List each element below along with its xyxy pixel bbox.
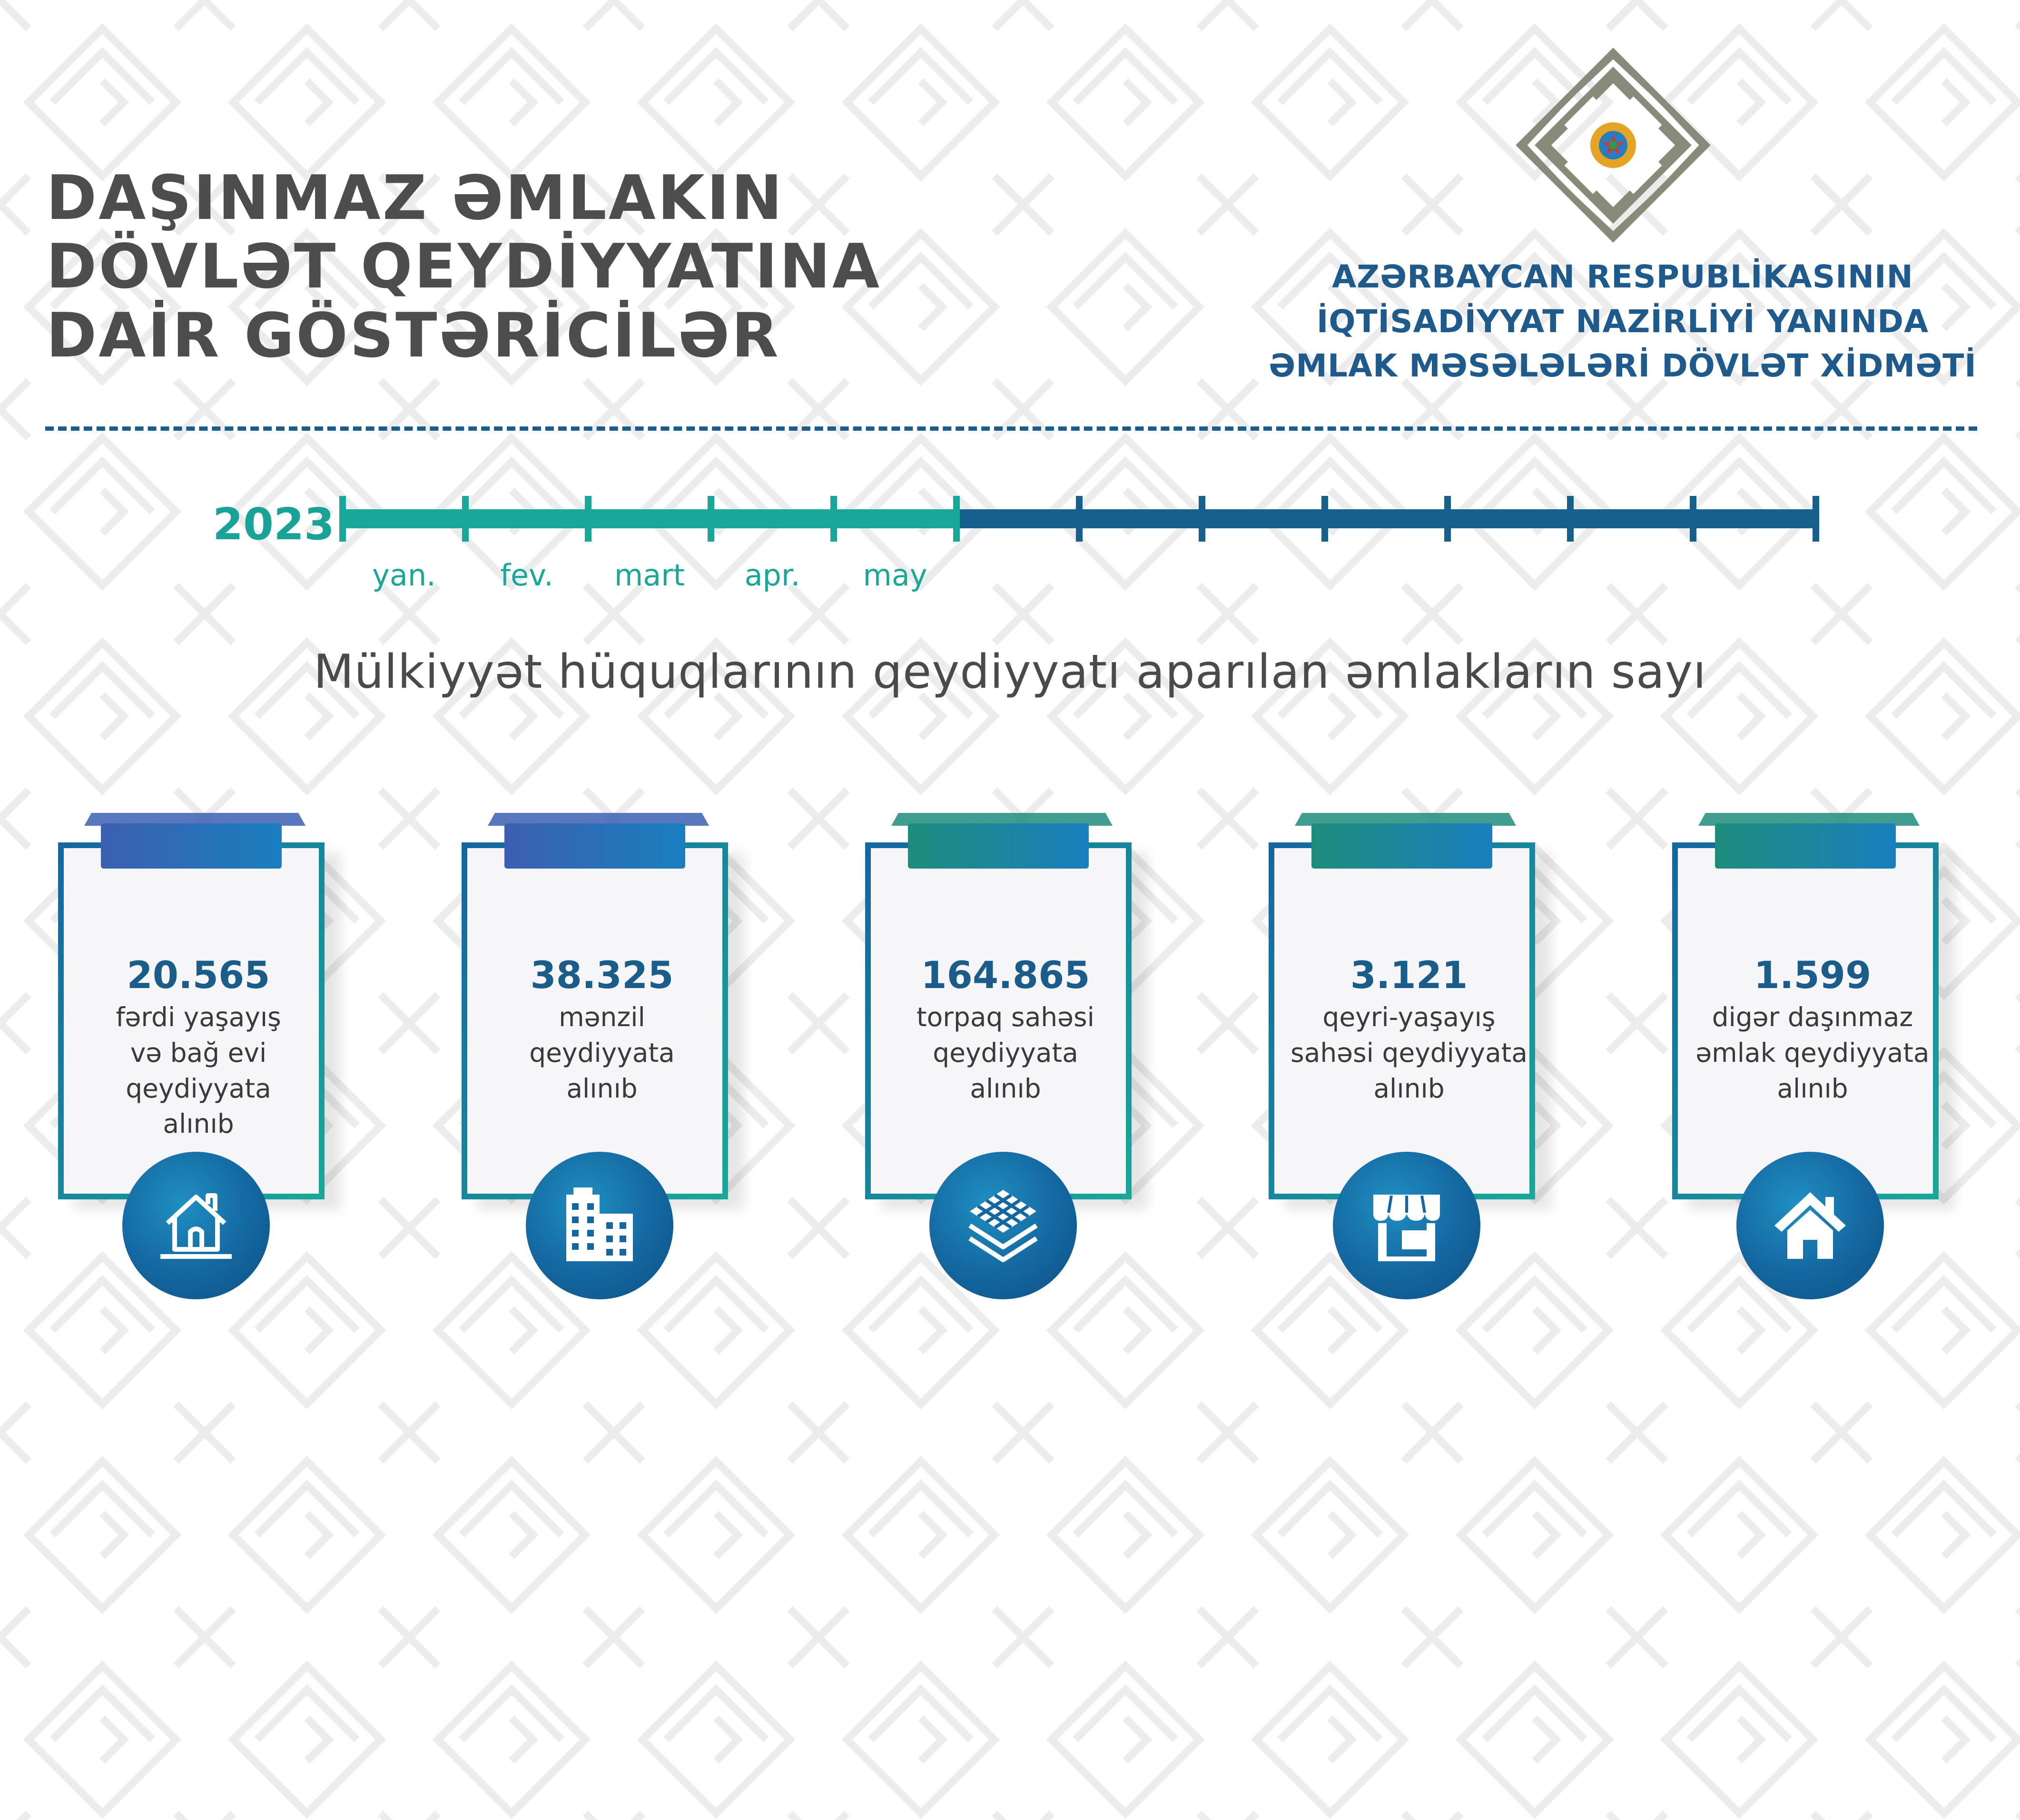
timeline-month-label: mart <box>614 558 685 593</box>
card-description-line: qeydiyyata <box>529 1037 675 1068</box>
card-icon-circle <box>122 1152 270 1299</box>
title-line-3: DAİR GÖSTƏRİCİLƏR <box>46 300 780 371</box>
house-icon <box>158 1185 234 1266</box>
timeline-month-label: apr. <box>744 558 800 593</box>
stat-card <box>865 804 1179 1304</box>
title-line-2: DÖVLƏT QEYDİYYATINA <box>46 231 881 303</box>
card-icon-circle <box>1333 1152 1480 1299</box>
card-description-line: qeydiyyata <box>126 1073 271 1104</box>
card-description <box>466 999 738 1106</box>
timeline-month-label: fev. <box>500 558 553 593</box>
card-description-line: alınıb <box>970 1073 1041 1104</box>
card-description-line: sahəsi qeydiyyata <box>1290 1037 1528 1068</box>
storefront-icon <box>1369 1185 1445 1266</box>
stat-card <box>58 804 372 1304</box>
card-icon-circle <box>929 1152 1077 1299</box>
card-description <box>63 999 334 1142</box>
home-icon <box>1772 1185 1848 1266</box>
org-line-3: ƏMLAK MƏSƏLƏLƏRİ DÖVLƏT XİDMƏTİ <box>1269 347 1977 385</box>
card-value: 164.865 <box>921 954 1090 997</box>
stat-card <box>1672 804 1986 1304</box>
stat-card <box>462 804 776 1304</box>
card-description <box>870 999 1141 1106</box>
card-description-line: fərdi yaşayış <box>116 1002 281 1032</box>
card-description-line: torpaq sahəsi <box>916 1002 1094 1032</box>
month-timeline <box>333 490 1837 600</box>
card-value: 1.599 <box>1754 954 1872 997</box>
apartment-building-icon <box>562 1185 638 1266</box>
card-description-line: mənzil <box>559 1002 645 1032</box>
card-description-line: alınıb <box>566 1073 638 1104</box>
timeline-month-label: yan. <box>372 558 436 593</box>
org-line-1: AZƏRBAYCAN RESPUBLİKASININ <box>1332 258 1913 295</box>
card-description-line: alınıb <box>1373 1073 1445 1104</box>
card-description-line: əmlak qeydiyyata <box>1695 1037 1930 1068</box>
card-description <box>1273 999 1545 1106</box>
timeline-year: 2023 <box>213 499 335 550</box>
card-value: 20.565 <box>127 954 270 997</box>
org-line-2: İQTİSADİYYAT NAZİRLİYİ YANINDA <box>1316 303 1929 340</box>
stat-card <box>1269 804 1583 1304</box>
card-icon-circle <box>1736 1152 1884 1299</box>
organization-name <box>1190 255 2020 388</box>
card-value: 38.325 <box>530 954 674 997</box>
page-title <box>46 163 950 373</box>
card-description-line: digər daşınmaz <box>1712 1002 1913 1032</box>
card-description-line: alınıb <box>1777 1073 1848 1104</box>
card-description-line: qeydiyyata <box>933 1037 1078 1068</box>
card-description-line: və bağ evi <box>130 1037 267 1068</box>
card-value: 3.121 <box>1350 954 1468 997</box>
section-subtitle: Mülkiyyət hüquqlarının qeydiyyatı aparılan əmlakların sayı <box>313 645 1707 699</box>
card-description <box>1677 999 1948 1106</box>
emblem-logo <box>1513 45 1713 245</box>
land-layers-icon <box>965 1185 1041 1266</box>
card-icon-circle <box>526 1152 673 1299</box>
card-description-line: alınıb <box>163 1108 234 1139</box>
card-description-line: qeyri-yaşayış <box>1322 1002 1496 1032</box>
dashed-divider <box>45 426 1977 431</box>
title-line-1: DAŞINMAZ ƏMLAKIN <box>46 163 784 234</box>
timeline-month-label: may <box>863 558 927 593</box>
